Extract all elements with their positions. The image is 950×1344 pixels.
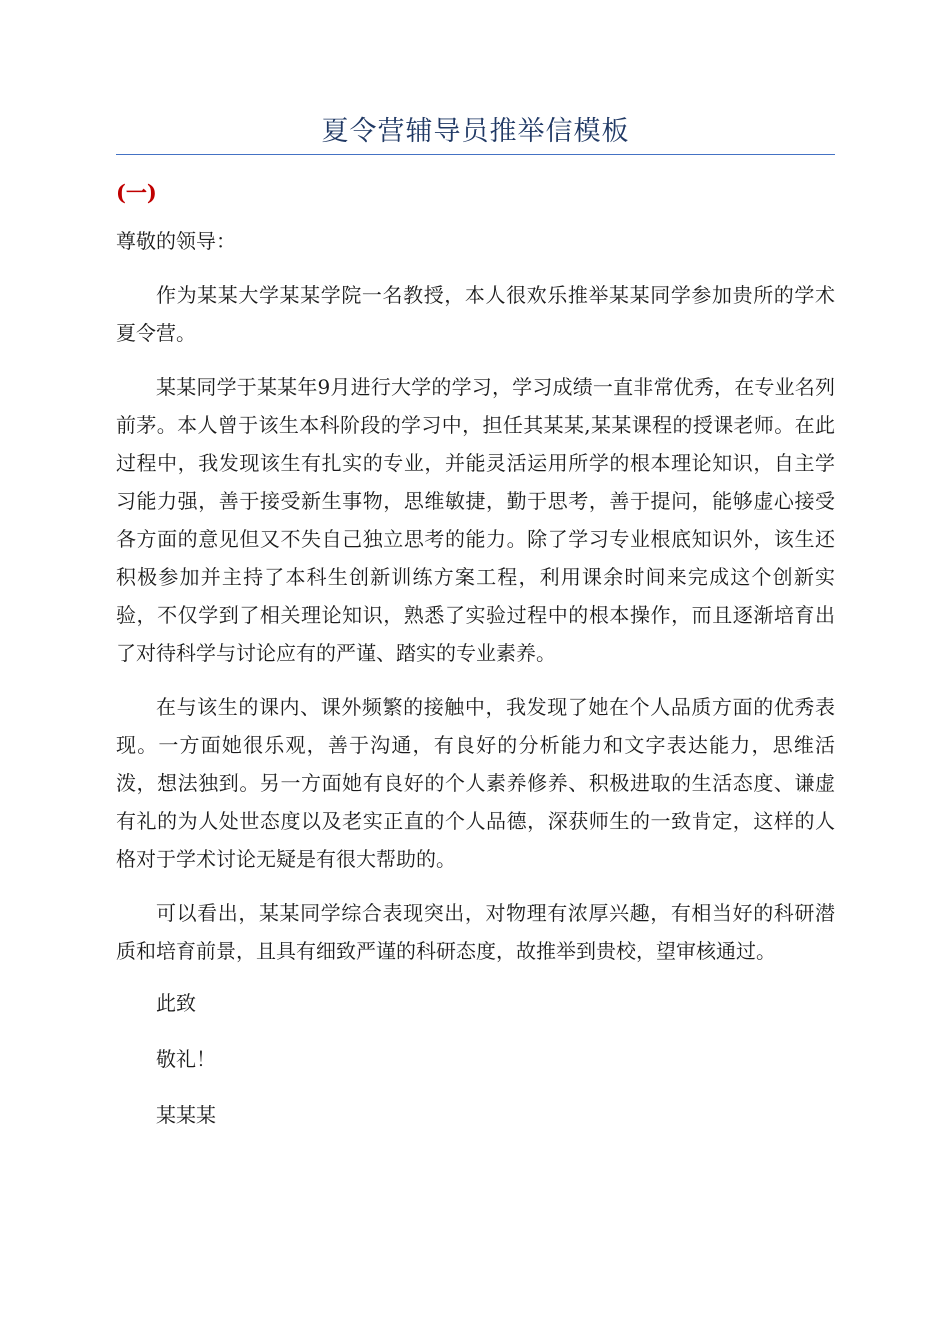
paragraph-4: 可以看出，某某同学综合表现突出，对物理有浓厚兴趣，有相当好的科研潜质和培育前景，且具有细致严谨的科研态度，故推举到贵校，望审核通过。 xyxy=(116,901,835,963)
salutation: 尊敬的领导： xyxy=(116,229,236,253)
closing-ci-zhi: 此致 xyxy=(156,991,196,1015)
paragraph-3: 在与该生的课内、课外频繁的接触中，我发现了她在个人品质方面的优秀表现。一方面她很乐观，善于沟通，有良好的分析能力和文字表达能力，思维活泼，想法独到。另一方面她有良好的个人素养修养、积极进取的生活态度、谦虚有礼的为人处世态度以及老实正直的个人品德，深获师生的一致肯定，这样的人格对于学术讨论无疑是有很大帮助的。 xyxy=(116,695,835,871)
paragraph-2: 某某同学于某某年9月进行大学的学习，学习成绩一直非常优秀，在专业名列前茅。本人曾于该生本科阶段的学习中，担任其某某,某某课程的授课老师。在此过程中，我发现该生有扎实的专业，并能灵活运用所学的根本理论知识，自主学习能力强，善于接受新生事物，思维敏捷，勤于思考，善于提问，能够虚心接受各方面的意见但又不失自己独立思考的能力。除了学习专业根底知识外，该生还积极参加并主持了本科生创新训练方案工程，利用课余时间来完成这个创新实验，不仅学到了相关理论知识，熟悉了实验过程中的根本操作，而且逐渐培育出了对待科学与讨论应有的严谨、踏实的专业素养。 xyxy=(116,375,835,665)
section-number: (一) xyxy=(116,180,157,205)
letter-body xyxy=(116,222,835,1134)
title-underline xyxy=(116,154,835,155)
paragraph-1: 作为某某大学某某学院一名教授，本人很欢乐推举某某同学参加贵所的学术夏令营。 xyxy=(116,283,835,345)
signature: 某某某 xyxy=(156,1103,216,1127)
closing-jing-li: 敬礼！ xyxy=(156,1047,216,1071)
page-title: 夏令营辅导员推举信模板 xyxy=(321,116,630,147)
